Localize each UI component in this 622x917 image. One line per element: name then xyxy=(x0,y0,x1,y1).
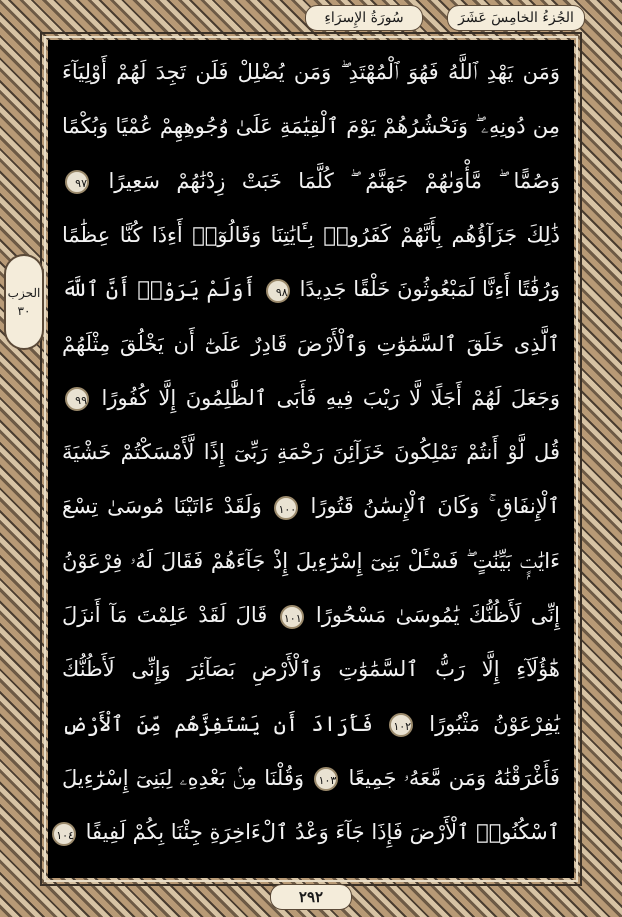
verse-line xyxy=(62,161,560,201)
verse-text: ءَايَٰتٍۭ بَيِّنَٰتٍ ۖ فَسْـَٔلْ بَنِىٓ إِسْرَٰٓءِيلَ إِذْ جَآءَهُمْ فَقَالَ لَهُۥ فِرْعَوْنُ xyxy=(62,548,560,573)
verse-line xyxy=(62,52,560,92)
verse-text: قَالَ لَقَدْ عَلِمْتَ مَآ أَنزَلَ xyxy=(62,603,268,627)
verse-line xyxy=(62,378,560,418)
hizb-number: ٣٠ xyxy=(17,304,31,318)
verse-text: إِنِّى لَأَظُنُّكَ يَٰمُوسَىٰ مَسْحُورًا xyxy=(315,603,560,627)
verse-text: وَمَن يَهْدِ ٱللَّهُ فَهُوَ ٱلْمُهْتَدِ ۖ وَمَن يُضْلِلْ فَلَن تَجِدَ لَهُمْ أَوْلِيَآءَ xyxy=(62,60,560,84)
ayah-number-marker: ١٠٤ xyxy=(52,822,76,846)
verse-text: فَأَغْرَقْنَٰهُ وَمَن مَّعَهُۥ جَمِيعًا xyxy=(348,765,560,790)
ayah-number-marker: ١٠٢ xyxy=(389,713,413,737)
ayah-number-marker: ٩٨ xyxy=(266,279,290,303)
juz-title: الجُزءُ الخامِسَ عَشَرَ xyxy=(447,5,585,31)
verse-line xyxy=(62,432,560,472)
verse-text: ٱسْكُنُوا۟ ٱلْأَرْضَ فَإِذَا جَآءَ وَعْدُ ٱلْءَاخِرَةِ جِئْنَا بِكُمْ لَفِيفًا xyxy=(85,820,560,845)
verse-text: وَقُلْنَا مِنۢ بَعْدِهِۦ لِبَنِىٓ إِسْرَٰٓءِيلَ xyxy=(62,765,305,790)
verse-line xyxy=(62,324,560,364)
ayah-number-marker: ٩٧ xyxy=(65,170,89,194)
hizb-marker xyxy=(4,254,44,350)
verse-text: وَلَقَدْ ءَاتَيْنَا مُوسَىٰ تِسْعَ xyxy=(62,494,262,519)
verse-text: وَرُفَٰتًا أَءِنَّا لَمَبْعُوثُونَ خَلْقًا جَدِيدًا xyxy=(299,277,560,302)
verse-text: أَوَلَمْ يَرَوْا۟ أَنَّ ٱللَّهَ xyxy=(62,277,256,302)
verse-text: فَأَرَادَ أَن يَسْتَفِزَّهُم مِّنَ ٱلْأَرْضِ xyxy=(62,711,373,736)
verse-line xyxy=(62,541,560,581)
verse-text: وَصُمًّا ۖ مَّأْوَىٰهُمْ جَهَنَّمُ ۖ كُلَّمَا خَبَتْ زِدْنَٰهُمْ سَعِيرًا xyxy=(108,168,560,193)
verse-line xyxy=(62,215,560,255)
page-number: ٢٩٢ xyxy=(270,884,352,910)
verse-text: وَجَعَلَ لَهُمْ أَجَلًا لَّا رَيْبَ فِيهِ فَأَبَى ٱلظَّٰلِمُونَ إِلَّا كُفُورًا xyxy=(101,385,560,410)
verse-text: ٱلَّذِى خَلَقَ ٱلسَّمَٰوَٰتِ وَٱلْأَرْضَ قَادِرٌ عَلَىٰٓ أَن يَخْلُقَ مِثْلَهُمْ xyxy=(62,331,560,356)
ayah-number-marker: ١٠١ xyxy=(280,605,304,629)
ayah-number-marker: ١٠٣ xyxy=(314,767,338,791)
verse-line xyxy=(62,486,560,526)
verse-text: قُل لَّوْ أَنتُمْ تَمْلِكُونَ خَزَآئِنَ رَحْمَةِ رَبِّىٓ إِذًا لَّأَمْسَكْتُمْ خَشْيَةَ xyxy=(62,440,560,465)
verse-text: هَٰٓؤُلَآءِ إِلَّا رَبُّ ٱلسَّمَٰوَٰتِ وَٱلْأَرْضِ بَصَآئِرَ وَإِنِّى لَأَظُنُّكَ xyxy=(62,657,560,682)
surah-title: سُورَةُ الإِسرَاءِ xyxy=(305,5,423,31)
verse-text: ذَٰلِكَ جَزَآؤُهُم بِأَنَّهُمْ كَفَرُوا۟ بِـَٔايَٰتِنَا وَقَالُوٓا۟ أَءِذَا كُنَّا عِظَٰمًا xyxy=(62,222,560,247)
verse-line xyxy=(62,595,560,635)
verse-line xyxy=(56,812,560,852)
verse-line xyxy=(62,106,560,146)
verse-line xyxy=(62,758,560,798)
hizb-label: الحزب xyxy=(7,286,41,300)
ayah-number-marker: ١٠٠ xyxy=(274,496,298,520)
verse-text: يَٰفِرْعَوْنُ مَثْبُورًا xyxy=(429,711,560,736)
verse-line xyxy=(62,704,560,744)
verse-text: ٱلْإِنفَاقِ ۚ وَكَانَ ٱلْإِنسَٰنُ قَتُورًا xyxy=(310,494,560,519)
verse-text: مِن دُونِهِۦ ۖ وَنَحْشُرُهُمْ يَوْمَ ٱلْقِيَٰمَةِ عَلَىٰ وُجُوهِهِمْ عُمْيًا وَبُكْمًا xyxy=(62,114,560,139)
ayah-number-marker: ٩٩ xyxy=(65,387,89,411)
verse-line xyxy=(62,649,560,689)
verse-line xyxy=(62,269,560,309)
